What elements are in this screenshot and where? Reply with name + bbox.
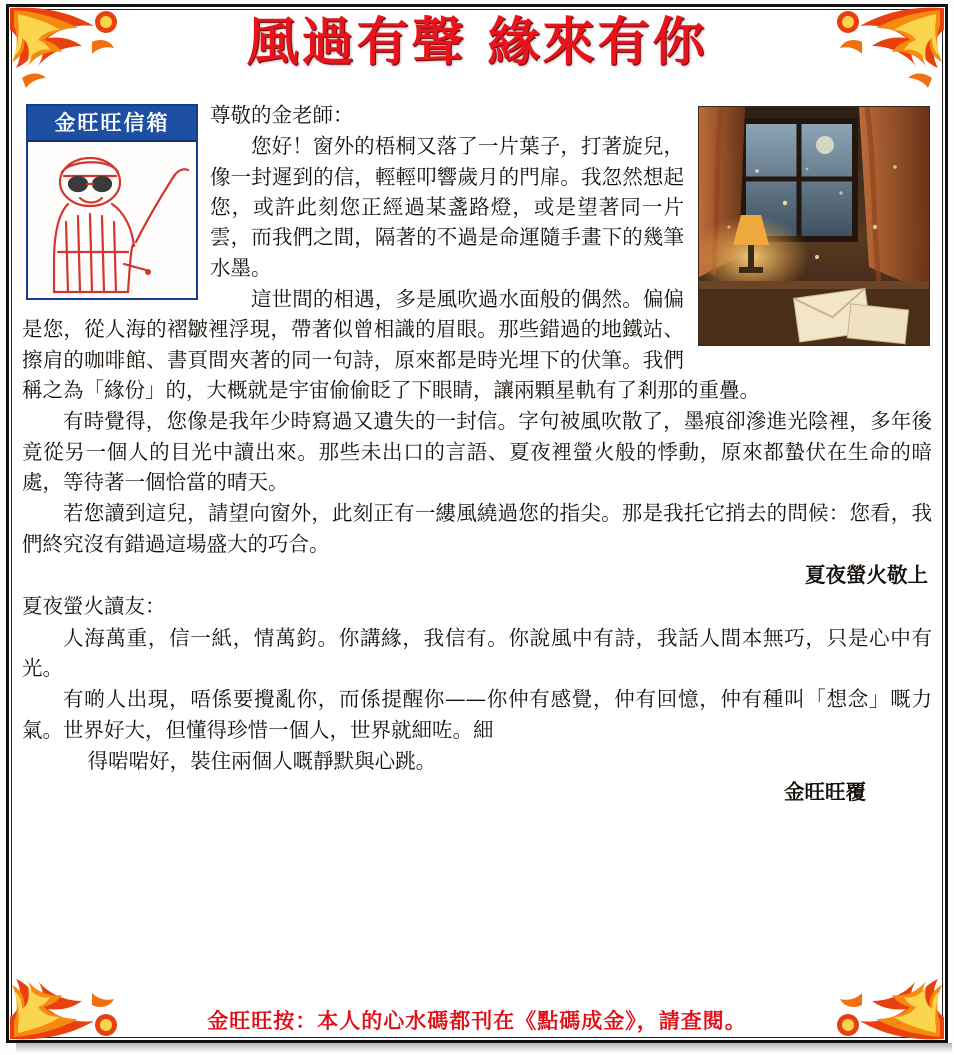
letter-paragraph-2: 這世間的相遇，多是風吹過水面般的偶然。偏偏是您，從人海的褶皺裡浮現，帶著似曾相識的眉眼。那些錯過的地鐵站、擦肩的咖啡館、書頁間夾著的同一句詩，原來都是時光埋下的伏筆。我們稱之為「緣份」的，大概就是宇宙偷偷眨了下眼睛，讓兩顆星軌有了剎那的重疊。 bbox=[22, 286, 760, 402]
letter-paragraph-1: 您好！窗外的梧桐又落了一片葉子，打著旋兒，像一封遲到的信，輕輕叩響歲月的門扉。我忽然想起您，或許此刻您正經過某盞路燈，或是望著同一片雲，而我們之間，隔著的不過是命運隨手畫下的幾筆水墨。 bbox=[210, 134, 684, 280]
letter-paragraph-3: 有時覺得，您像是我年少時寫過又遺失的一封信。字句被風吹散了，墨痕卻滲進光陰裡，多年後竟從另一個人的目光中讀出來。那些未出口的言語、夏夜裡螢火般的悸動，原來都蟄伏在生命的暗處，等待著一個恰當的晴天。 bbox=[22, 409, 932, 494]
illustration-photo bbox=[698, 106, 930, 346]
reply-salutation: 夏夜螢火讀友： bbox=[22, 594, 166, 619]
reply-signature: 金旺旺覆 bbox=[784, 780, 866, 805]
editor-note: 金旺旺按：本人的心水碼都刊在《點碼成金》，請查閱。 bbox=[207, 1008, 747, 1033]
letter-salutation: 尊敬的金老師： bbox=[210, 103, 354, 127]
letter-signature: 夏夜螢火敬上 bbox=[805, 562, 928, 587]
masthead bbox=[0, 14, 954, 71]
reply-paragraph-3: 得啱啱好，裝住兩個人嘅靜默與心跳。 bbox=[87, 748, 437, 773]
mailbox-logo bbox=[26, 104, 198, 300]
letter-paragraph-4: 若您讀到這兒，請望向窗外，此刻正有一縷風繞過您的指尖。那是我托它捎去的問候：您看，我們終究沒有錯過這場盛大的巧合。 bbox=[22, 501, 932, 556]
page-title: 風過有聲 緣來有你 bbox=[246, 12, 708, 73]
columnist-portrait-icon bbox=[28, 142, 196, 300]
page-shadow bbox=[16, 1043, 952, 1053]
reply-paragraph-1: 人海萬重，信一紙，情萬鈞。你講緣，我信有。你說風中有詩，我話人間本無巧，只是心中有光。 bbox=[22, 625, 932, 680]
reply-paragraph-2: 有啲人出現，唔係要攪亂你，而係提醒你——你仲有感覺，仲有回憶，仲有種叫「想念」嘅力氣。世界好大，但懂得珍惜一個人，世界就細咗。細 bbox=[22, 687, 932, 742]
mailbox-logo-title: 金旺旺信箱 bbox=[28, 106, 196, 142]
column-body bbox=[22, 100, 932, 995]
